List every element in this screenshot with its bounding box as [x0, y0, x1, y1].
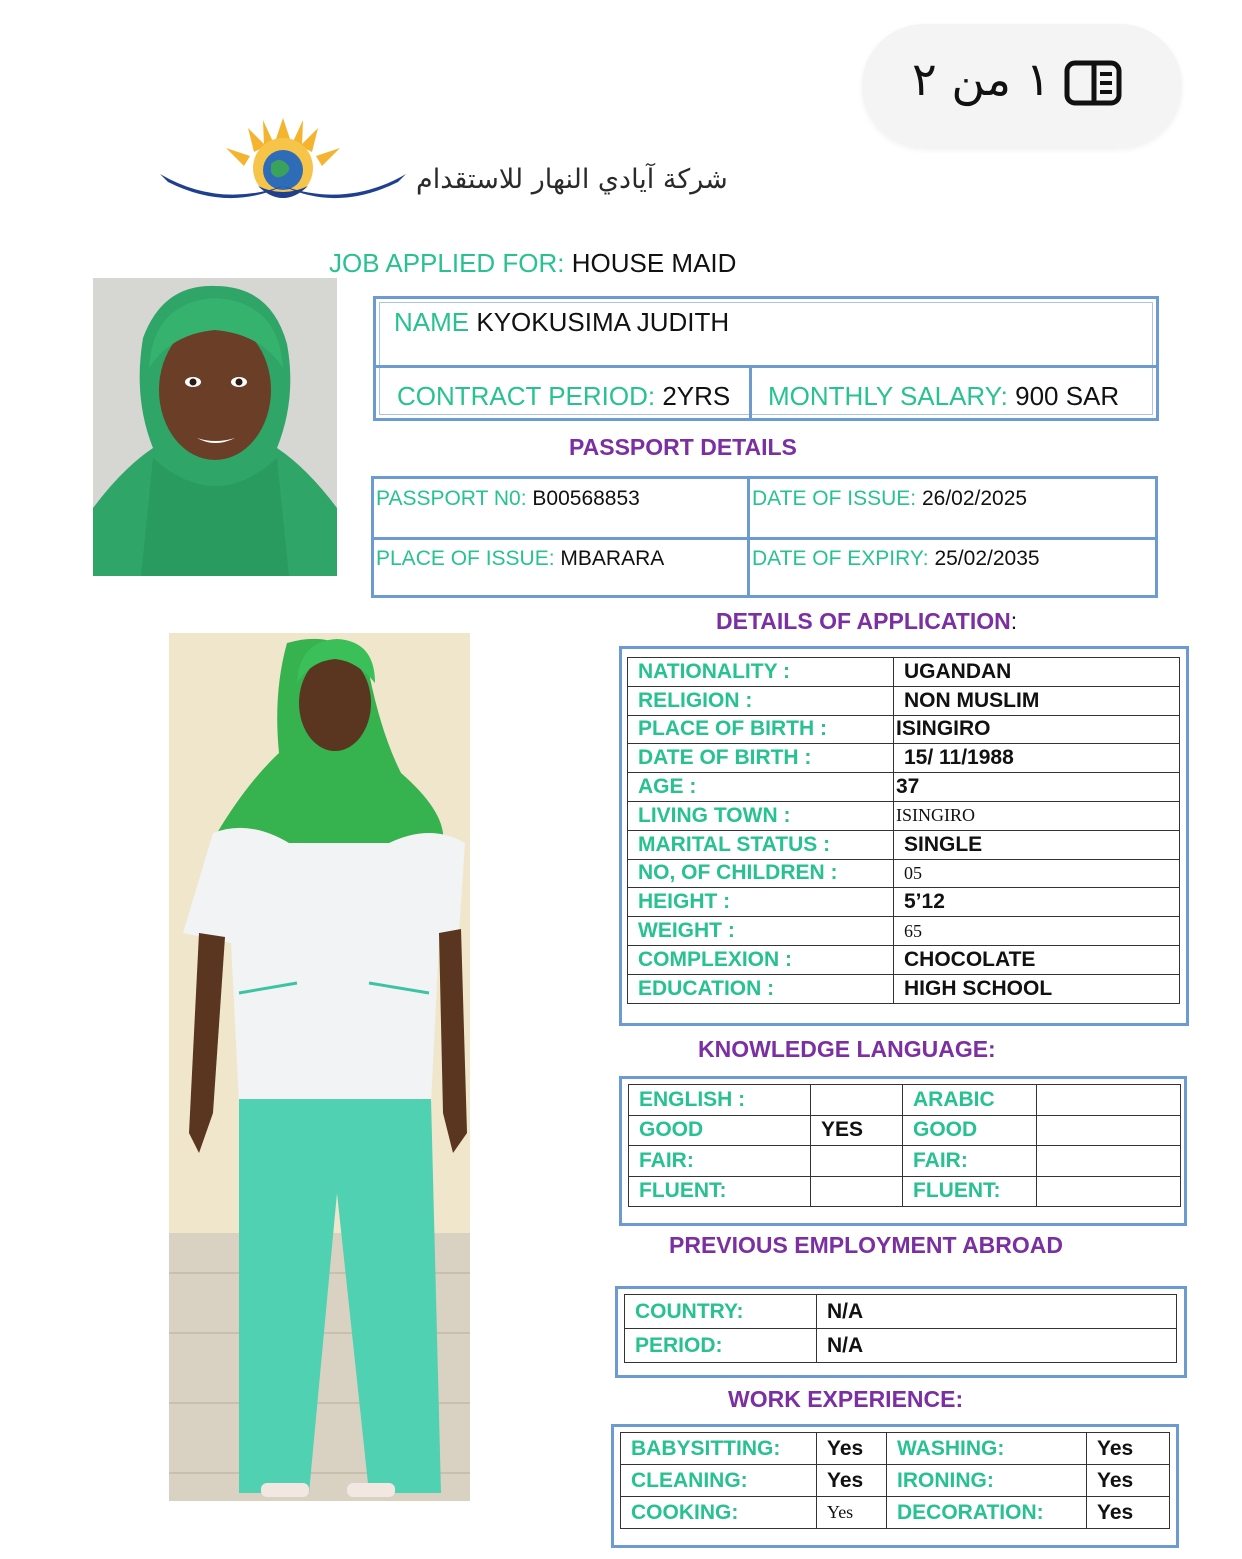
expiry-date-value: 25/02/2035 — [934, 547, 1040, 570]
language-title: KNOWLEDGE LANGUAGE: — [698, 1036, 996, 1062]
experience-label: IRONING: — [887, 1465, 1087, 1497]
experience-value: Yes — [1087, 1497, 1170, 1529]
previous-value: N/A — [817, 1295, 1177, 1329]
applicant-portrait-photo — [93, 278, 337, 576]
application-row — [628, 830, 1180, 859]
application-table — [627, 657, 1180, 1004]
language-value — [1037, 1146, 1181, 1177]
application-label: HEIGHT : — [628, 888, 894, 917]
language-row — [629, 1085, 1181, 1116]
language-label: FAIR: — [629, 1146, 811, 1177]
application-label: COMPLEXION : — [628, 945, 894, 974]
language-row — [629, 1146, 1181, 1177]
name-line — [394, 307, 729, 338]
passport-number-value: B00568853 — [532, 487, 640, 510]
language-value — [811, 1146, 903, 1177]
place-of-issue-label: PLACE OF ISSUE: — [376, 547, 555, 570]
page-counter-text: ١ من ٢ — [912, 52, 1051, 106]
salary-line — [768, 381, 1119, 412]
application-label: DATE OF BIRTH : — [628, 744, 894, 773]
experience-label: DECORATION: — [887, 1497, 1087, 1529]
experience-label: CLEANING: — [621, 1465, 817, 1497]
previous-employment-table — [624, 1294, 1177, 1363]
place-of-issue-cell — [376, 547, 664, 571]
application-label: NATIONALITY : — [628, 658, 894, 687]
contract-label: CONTRACT PERIOD: — [397, 381, 656, 411]
language-value — [811, 1085, 903, 1116]
previous-employment-row — [625, 1329, 1177, 1363]
language-label: ARABIC — [903, 1085, 1037, 1116]
application-row — [628, 945, 1180, 974]
experience-label: BABYSITTING: — [621, 1433, 817, 1465]
application-label: AGE : — [628, 773, 894, 802]
experience-row — [621, 1465, 1170, 1497]
salary-label: MONTHLY SALARY: — [768, 381, 1008, 411]
language-value: YES — [811, 1115, 903, 1146]
application-value: ISINGIRO — [894, 801, 1180, 830]
language-value — [1037, 1115, 1181, 1146]
language-table — [628, 1084, 1181, 1207]
language-label: FLUENT: — [629, 1176, 811, 1207]
language-label: FLUENT: — [903, 1176, 1037, 1207]
application-label: PLACE OF BIRTH : — [628, 715, 894, 744]
application-row — [628, 974, 1180, 1003]
applicant-full-body-photo — [169, 633, 470, 1501]
application-label: RELIGION : — [628, 686, 894, 715]
language-label: ENGLISH : — [629, 1085, 811, 1116]
place-of-issue-value: MBARARA — [560, 547, 665, 570]
application-row — [628, 917, 1180, 946]
application-row — [628, 658, 1180, 687]
application-value: 05 — [894, 859, 1180, 888]
issue-date-cell — [752, 487, 1027, 511]
application-value: SINGLE — [894, 830, 1180, 859]
experience-value: Yes — [1087, 1433, 1170, 1465]
salary-value: 900 SAR — [1015, 381, 1120, 411]
application-value: CHOCOLATE — [894, 945, 1180, 974]
expiry-date-label: DATE OF EXPIRY: — [752, 547, 929, 570]
application-row — [628, 744, 1180, 773]
application-value: UGANDAN — [894, 658, 1180, 687]
application-value: 65 — [894, 917, 1180, 946]
application-value: 15/ 11/1988 — [894, 744, 1180, 773]
name-label: NAME — [394, 307, 470, 337]
experience-value: Yes — [1087, 1465, 1170, 1497]
contract-value: 2YRS — [662, 381, 731, 411]
application-details-title — [716, 608, 1017, 635]
job-label: JOB APPLIED FOR: — [329, 248, 565, 278]
previous-employment-title: PREVIOUS EMPLOYMENT ABROAD — [669, 1232, 1064, 1258]
application-title-text: DETAILS OF APPLICATION — [716, 608, 1011, 634]
application-label: EDUCATION : — [628, 974, 894, 1003]
language-label: GOOD — [629, 1115, 811, 1146]
issue-date-label: DATE OF ISSUE: — [752, 487, 917, 510]
previous-label: COUNTRY: — [625, 1295, 817, 1329]
application-value: HIGH SCHOOL — [894, 974, 1180, 1003]
previous-employment-row — [625, 1295, 1177, 1329]
language-value — [1037, 1085, 1181, 1116]
name-contract-box — [373, 296, 1159, 421]
contract-line — [397, 381, 730, 412]
application-value: ISINGIRO — [894, 715, 1180, 744]
application-row — [628, 801, 1180, 830]
language-label: FAIR: — [903, 1146, 1037, 1177]
book-page-icon — [1064, 60, 1122, 106]
experience-value: Yes — [817, 1497, 887, 1529]
contract-salary-divider — [749, 365, 752, 418]
issue-date-value: 26/02/2025 — [921, 487, 1028, 510]
application-label: WEIGHT : — [628, 917, 894, 946]
application-label: NO, OF CHILDREN : — [628, 859, 894, 888]
sunrise-hands-globe-logo — [158, 112, 408, 212]
language-label: GOOD — [903, 1115, 1037, 1146]
passport-details-title: PASSPORT DETAILS — [569, 434, 797, 460]
experience-label: COOKING: — [621, 1497, 817, 1529]
application-row — [628, 859, 1180, 888]
experience-label: WASHING: — [887, 1433, 1087, 1465]
previous-label: PERIOD: — [625, 1329, 817, 1363]
experience-value: Yes — [817, 1465, 887, 1497]
language-row — [629, 1115, 1181, 1146]
experience-row — [621, 1497, 1170, 1529]
language-row — [629, 1176, 1181, 1207]
job-applied-line — [329, 248, 736, 279]
application-row — [628, 888, 1180, 917]
application-value: 37 — [894, 773, 1180, 802]
experience-value: Yes — [817, 1433, 887, 1465]
work-experience-table — [620, 1432, 1170, 1529]
application-row — [628, 773, 1180, 802]
passport-number-label: PASSPORT N0: — [376, 487, 527, 510]
passport-number-cell — [376, 487, 640, 511]
application-label: LIVING TOWN : — [628, 801, 894, 830]
application-label: MARITAL STATUS : — [628, 830, 894, 859]
experience-row — [621, 1433, 1170, 1465]
application-value: NON MUSLIM — [894, 686, 1180, 715]
name-value: KYOKUSIMA JUDITH — [476, 307, 730, 337]
company-name: شركة آيادي النهار للاستقدام — [416, 164, 728, 195]
passport-table — [371, 476, 1158, 598]
passport-col-divider — [747, 479, 750, 595]
previous-value: N/A — [817, 1329, 1177, 1363]
job-value: HOUSE MAID — [571, 248, 737, 278]
passport-row-divider — [374, 537, 1155, 540]
expiry-date-cell — [752, 547, 1040, 571]
application-row — [628, 715, 1180, 744]
language-value — [811, 1176, 903, 1207]
application-value: 5’12 — [894, 888, 1180, 917]
application-title-colon: : — [1010, 608, 1018, 634]
language-value — [1037, 1176, 1181, 1207]
application-row — [628, 686, 1180, 715]
name-box-divider — [376, 365, 1156, 368]
work-experience-title: WORK EXPERIENCE: — [728, 1386, 964, 1412]
